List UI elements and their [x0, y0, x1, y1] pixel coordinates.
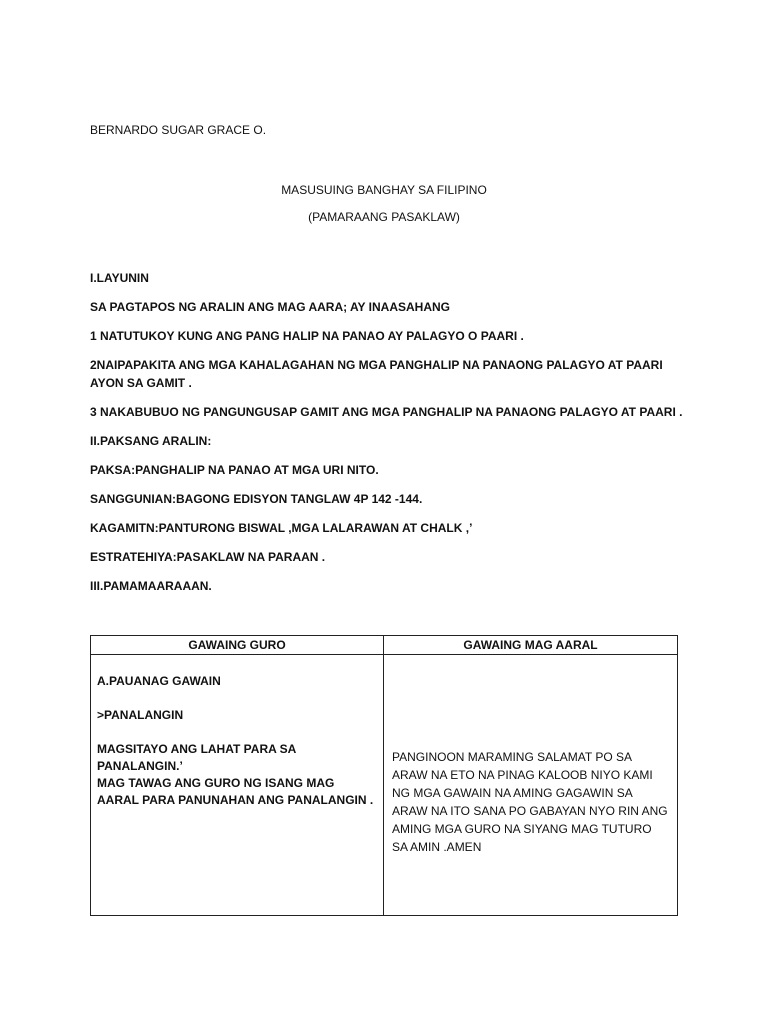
paksa-line: PAKSA:PANGHALIP NA PANAO AT MGA URI NITO. [90, 463, 379, 477]
objective-2: 2NAIPAPAKITA ANG MGA KAHALAGAHAN NG MGA PANGHALIP NA PANAONG PALAGYO AT PAARI AYON SA GAMIT . [90, 358, 663, 390]
document-subtitle: (PAMARAANG PASAKLAW) [308, 210, 460, 224]
activity-table [90, 635, 678, 916]
objective-intro: SA PAGTAPOS NG ARALIN ANG MAG AARA; AY INAASAHANG [90, 300, 451, 314]
estratehiya-line: ESTRATEHIYA:PASAKLAW NA PARAAN . [90, 550, 326, 564]
table-header-mag-aaral: GAWAING MAG AARAL [384, 636, 677, 655]
objective-3: 3 NAKABUBUO NG PANGUNGUSAP GAMIT ANG MGA PANGHALIP NA PANAONG PALAGYO AT PAARI . [90, 405, 683, 419]
table-cell-guro [91, 655, 384, 915]
teacher-instruction-2: MAG TAWAG ANG GURO NG ISANG MAG AARAL PARA PANUNAHAN ANG PANALANGIN . [97, 776, 374, 807]
activity-heading: A.PAUANAG GAWAIN [97, 674, 221, 688]
kagamitan-line: KAGAMITN:PANTURONG BISWAL ,MGA LALARAWAN AT CHALK ,’ [90, 521, 473, 535]
document-title: MASUSUING BANGHAY SA FILIPINO [281, 183, 487, 197]
author-name: BERNARDO SUGAR GRACE O. [90, 123, 267, 137]
objective-1: 1 NATUTUKOY KUNG ANG PANG HALIP NA PANAO AY PALAGYO O PAARI . [90, 329, 524, 343]
table-header-guro: GAWAING GURO [91, 636, 384, 655]
section-heading-paksang-aralin: II.PAKSANG ARALIN: [90, 434, 212, 448]
teacher-instruction-1: MAGSITAYO ANG LAHAT PARA SA PANALANGIN.’ [97, 742, 296, 773]
sanggunian-line: SANGGUNIAN:BAGONG EDISYON TANGLAW 4P 142 -144. [90, 492, 423, 506]
section-heading-layunin: I.LAYUNIN [90, 271, 149, 285]
table-cell-mag-aaral: PANGINOON MARAMING SALAMAT PO SA ARAW NA ETO NA PINAG KALOOB NIYO KAMI NG MGA GAWAIN NA AMING GAGAWIN SA ARAW NA ITO SANA PO GABAYAN NYO RIN ANG AMING MGA GURO NA SIYANG MAG TUTURO SA AMIN .AMEN [392, 750, 668, 854]
lesson-body [90, 269, 690, 606]
activity-item: >PANALANGIN [97, 708, 184, 722]
section-heading-pamamaraan: III.PAMAMAARAAAN. [90, 579, 212, 593]
